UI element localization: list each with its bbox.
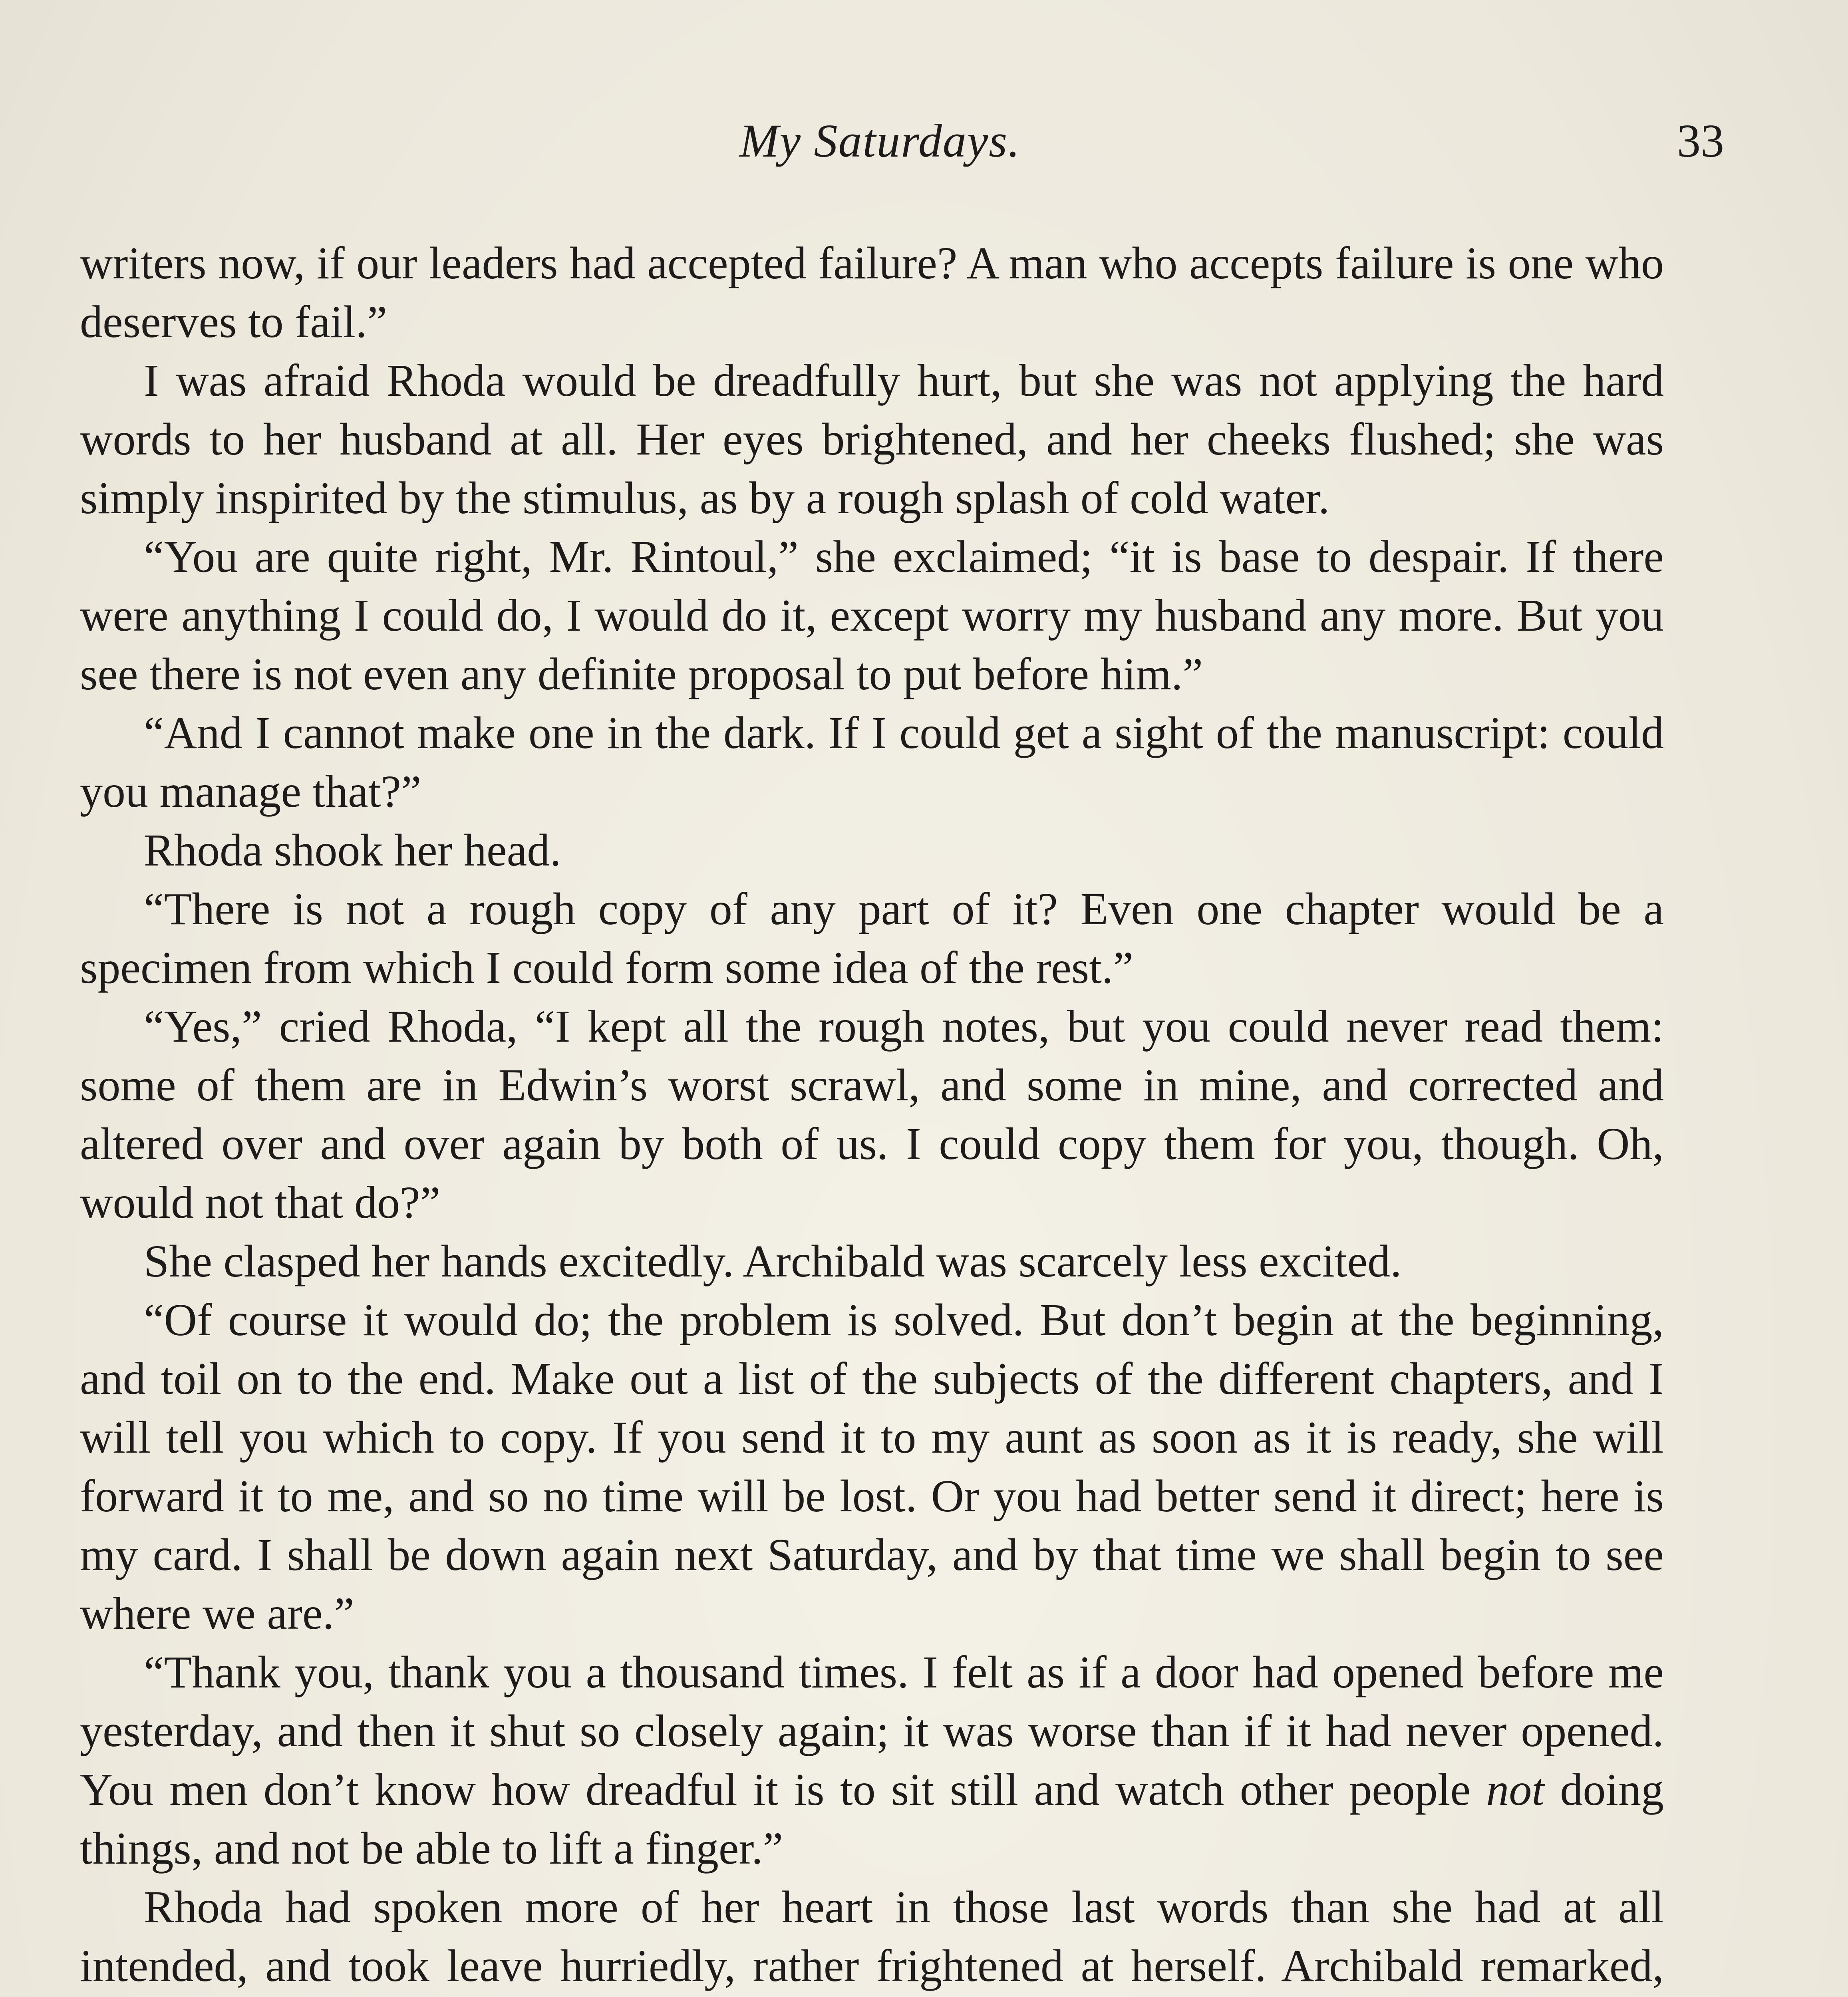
page-header bbox=[80, 114, 1724, 174]
emphasis-not: not bbox=[1486, 1764, 1545, 1815]
paragraph-10-end: doing things, and not be able to lift a finger.” bbox=[80, 1764, 1664, 1874]
paragraph-5: Rhoda shook her head. bbox=[144, 825, 561, 875]
body-text bbox=[80, 234, 1664, 1997]
paragraph-3: “You are quite right, Mr. Rintoul,” she exclaimed; “it is base to despair. If there were anything I could do, I would do it, except worry my husband any more. But you see there is not even any definite proposal to put before him.” bbox=[80, 531, 1664, 699]
paragraph-8: She clasped her hands excitedly. Archibald was scarcely less excited. bbox=[144, 1236, 1402, 1286]
running-head: My Saturdays. bbox=[739, 115, 1021, 167]
paragraph-4: “And I cannot make one in the dark. If I could get a sight of the manuscript: could you manage that?” bbox=[80, 707, 1664, 817]
paragraph-10-start: “Thank you, thank you a thousand times. I felt as if a door had opened before me yesterday, and then it shut so closely again; it was worse than if it had never opened. You men don’t know how dreadful it is to sit still and watch other people bbox=[80, 1647, 1664, 1815]
paragraph-7: “Yes,” cried Rhoda, “I kept all the rough notes, but you could never read them: some of them are in Edwin’s worst scrawl, and some in mine, and corrected and altered over and over again by both of us. I could copy them for you, though. Oh, would not that do?” bbox=[80, 1001, 1664, 1228]
paragraph-9: “Of course it would do; the problem is solved. But don’t begin at the beginning, and toil on to the end. Make out a list of the subjects of the different chapters, and I will tell you which to copy. If you send it to my aunt as soon as it is ready, she will forward it to me, and so no time will be lost. Or you had better send it direct; here is my card. I shall be down again next Saturday, and by that time we shall begin to see where we are.” bbox=[80, 1294, 1664, 1639]
paragraph-11: Rhoda had spoken more of her heart in those last words than she had at all intended, and took leave hurriedly, rather frightened at herself. Archibald remarked, bbox=[80, 1882, 1664, 1991]
paragraph-1: writers now, if our leaders had accepted failure? A man who accepts failure is one who deserves to fail.” bbox=[80, 238, 1664, 347]
page-number: 33 bbox=[1677, 115, 1724, 167]
paragraph-10 bbox=[80, 1643, 1664, 1878]
paragraph-6: “There is not a rough copy of any part of it? Even one chapter would be a specimen from which I could form some idea of the rest.” bbox=[80, 883, 1664, 993]
paragraph-2: I was afraid Rhoda would be dreadfully hurt, but she was not applying the hard words to her husband at all. Her eyes brightened, and her cheeks flushed; she was simply inspirited by the stimulus, as by a rough splash of cold water. bbox=[80, 355, 1664, 523]
